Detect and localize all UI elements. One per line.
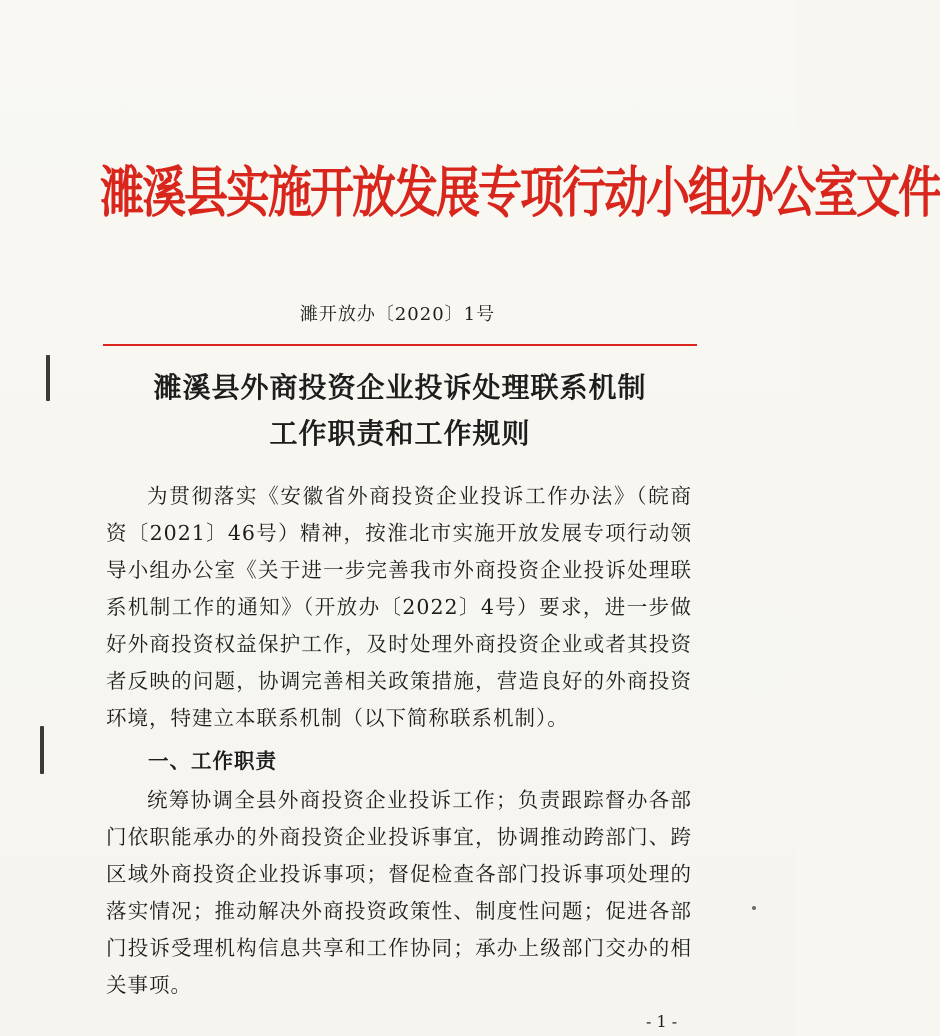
issuer-header-title: 濉溪县实施开放发展专项行动小组办公室文件 — [100, 161, 940, 225]
body-paragraph-2: 统筹协调全县外商投资企业投诉工作；负责跟踪督办各部门依职能承办的外商投资企业投诉事宜，协调推动跨部门、跨区域外商投资企业投诉事项；督促检查各部门投诉事项处理的落实情况；推动解决外商投资政策性、制度性问题；促进各部门投诉受理机构信息共享和工作协同；承办上级部门交办的相关事项。 — [106, 788, 692, 997]
header-red-rule — [103, 344, 697, 346]
document-title-line-1: 濉溪县外商投资企业投诉处理联系机制 — [153, 371, 647, 404]
section-heading-1: 一、工作职责 — [148, 749, 277, 773]
document-number: 濉开放办〔2020〕1号 — [299, 304, 496, 325]
binding-mark-top — [46, 355, 50, 401]
body-paragraph-1: 为贯彻落实《安徽省外商投资企业投诉工作办法》（皖商资〔2021〕46号）精神，按淮北市实施开放发展专项行动领导小组办公室《关于进一步完善我市外商投资企业投诉处理联系机制工作的通知》（开放办〔2022〕4号）要求，进一步做好外商投资权益保护工作，及时处理外商投资企业或者其投资者反映的问题，协调完善相关政策措施，营造良好的外商投资环境，特建立本联系机制（以下简称联系机制）。 — [106, 484, 692, 730]
page-number: - 1 - — [646, 1012, 678, 1031]
binding-mark-bottom — [40, 726, 44, 774]
document-title-line-2: 工作职责和工作规则 — [269, 417, 531, 450]
scan-speck — [752, 906, 756, 910]
